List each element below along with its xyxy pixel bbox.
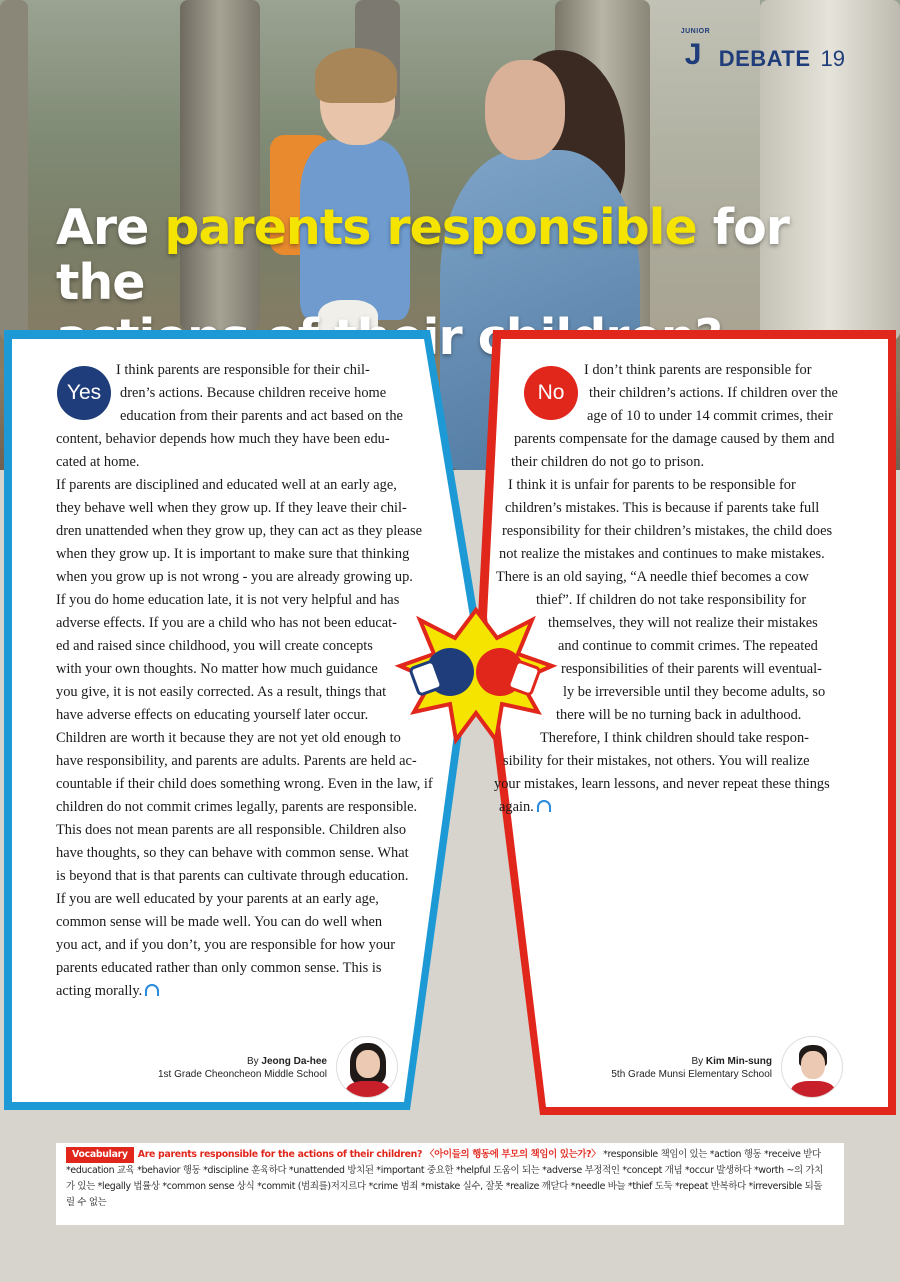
vocabulary-terms-2: *education 교육 *behavior 행동 *discipline 훈육하다 *unattended 방치된 *important 중요한 *helpful 도움이 되는 *adverse 부정적인 *concept 개념 *occur 발생하다 *worth ~의 가치	[66, 1165, 823, 1176]
no-author-name: Kim Min-sung	[705, 1056, 772, 1067]
yes-line: is beyond that is that parents can cultivate through education.	[56, 868, 409, 884]
no-badge: No	[524, 366, 578, 420]
no-last-line	[494, 796, 854, 819]
avatar-shirt	[791, 1081, 835, 1098]
yes-line: children do not commit crimes legally, parents are responsible.	[56, 799, 418, 815]
yes-line: Children are worth it because they are not yet old enough to	[56, 730, 401, 746]
photo-mother-head	[485, 60, 565, 160]
avatar-face	[356, 1050, 380, 1078]
no-line: their children do not go to prison.	[511, 454, 705, 470]
yes-line: when they grow up. It is important to make sure that thinking	[56, 546, 410, 562]
no-line: thief”. If children do not take responsibility for	[536, 592, 807, 608]
no-line: I don’t think parents are responsible for	[584, 362, 812, 378]
yes-line: with your own thoughts. No matter how much guidance	[56, 661, 378, 677]
yes-line: when you grow up is not wrong - you are already growing up.	[56, 569, 413, 585]
yes-author-byline	[150, 1055, 327, 1068]
yes-badge: Yes	[57, 366, 111, 420]
yes-line: If you are well educated by your parents at an early age,	[56, 891, 379, 907]
yes-line: This does not mean parents are all responsible. Children also	[56, 822, 407, 838]
yes-author	[150, 1055, 327, 1081]
vocabulary-terms-4: 릴 수 없는	[66, 1197, 107, 1208]
no-line: their children’s actions. If children over the	[589, 385, 838, 401]
photo-tree	[0, 0, 28, 340]
no-line: sibility for their mistakes, not others. You will realize	[503, 753, 810, 769]
vocabulary-label: Vocabulary	[66, 1147, 134, 1163]
vocabulary-terms-3: 가 있는 *legally 법률상 *common sense 상식 *commit (범죄를)저지르다 *crime 범죄 *mistake 실수, 잘못 *realize 깨닫다 *needle 바늘 *thief 도둑 *repeat 반복하다 *irreversible 되돌	[66, 1181, 823, 1192]
yes-line: ed and raised since childhood, you will create concepts	[56, 638, 373, 654]
yes-line: adverse effects. If you are a child who has not been educat-	[56, 615, 397, 631]
yes-line: I think parents are responsible for their chil-	[116, 362, 370, 378]
yes-line: parents educated rather than only common sense. This is	[56, 960, 382, 976]
yes-line: countable if their child does something wrong. Even in the law, if	[56, 776, 433, 792]
no-author	[580, 1055, 772, 1081]
vocabulary-question: Are parents responsible for the actions of their children? 〈아이들의 행동에 부모의 책임이 있는가?〉	[137, 1149, 601, 1160]
yes-line: have thoughts, so they can behave with common sense. What	[56, 845, 409, 861]
vocab-line	[66, 1147, 834, 1163]
yes-line: dren unattended when they grow up, they can act as they please	[56, 523, 423, 539]
no-line: Therefore, I think children should take respon-	[540, 730, 809, 746]
title-part1: Are	[56, 199, 165, 256]
no-author-school: 5th Grade Munsi Elementary School	[611, 1069, 772, 1080]
title-part2: for the	[56, 199, 789, 311]
no-author-prefix: By	[691, 1056, 706, 1067]
yes-author-school: 1st Grade Cheoncheon Middle School	[158, 1069, 327, 1080]
headphones-icon[interactable]	[145, 984, 159, 996]
logo-letter: J	[684, 38, 702, 71]
vocabulary-box	[56, 1143, 844, 1225]
no-line: responsibilities of their parents will eventual-	[561, 661, 822, 677]
no-line: responsibility for their children’s mistakes, the child does	[502, 523, 833, 539]
yes-line: you act, and if you don’t, you are responsible for how your	[56, 937, 396, 953]
no-argument	[494, 359, 854, 819]
no-line: children’s mistakes. This is because if parents take full	[505, 500, 820, 516]
no-line: not realize the mistakes and continues to make mistakes.	[499, 546, 825, 562]
headphones-icon[interactable]	[537, 800, 551, 812]
yes-line: you give, it is not easily corrected. As a result, things that	[56, 684, 387, 700]
page-number: 19	[820, 46, 845, 71]
no-author-avatar	[781, 1036, 843, 1098]
no-author-byline	[580, 1055, 772, 1068]
yes-line: they behave well when they grow up. If they leave their chil-	[56, 500, 407, 516]
no-line: I think it is unfair for parents to be responsible for	[508, 477, 796, 493]
yes-line: have adverse effects on educating yourself later occur.	[56, 707, 369, 723]
vocabulary-terms-1: *responsible 책임이 있는 *action 행동 *receive 받다	[600, 1149, 821, 1160]
yes-line: content, behavior depends how much they have been edu-	[56, 431, 390, 447]
avatar-face	[801, 1051, 825, 1079]
no-line: there will be no turning back in adulthood.	[556, 707, 802, 723]
no-line: your mistakes, learn lessons, and never repeat these things	[494, 776, 830, 792]
yes-line: education from their parents and act based on the	[120, 408, 403, 424]
no-line: themselves, they will not realize their mistakes	[548, 615, 818, 631]
magazine-logo	[680, 28, 845, 72]
avatar-shirt	[346, 1081, 390, 1098]
yes-author-avatar	[336, 1036, 398, 1098]
section-name: DEBATE	[718, 46, 811, 71]
title-highlight: parents responsible	[164, 199, 697, 256]
yes-author-prefix: By	[246, 1056, 262, 1067]
no-line: ly be irreversible until they become adults, so	[563, 684, 826, 700]
no-line: and continue to commit crimes. The repeated	[558, 638, 818, 654]
yes-line: If parents are disciplined and educated well at an early age,	[56, 477, 397, 493]
no-line: age of 10 to under 14 commit crimes, their	[587, 408, 833, 424]
yes-line: If you do home education late, it is not very helpful and has	[56, 592, 400, 608]
no-line: again.	[499, 799, 534, 815]
yes-author-name: Jeong Da-hee	[261, 1056, 327, 1067]
no-line: parents compensate for the damage caused by them and	[514, 431, 835, 447]
yes-argument	[56, 359, 456, 1003]
yes-line: dren’s actions. Because children receive home	[120, 385, 387, 401]
yes-line: have responsibility, and parents are adults. Parents are held ac-	[56, 753, 417, 769]
logo-junior-text: JUNIOR	[680, 28, 711, 35]
yes-last-line	[56, 980, 456, 1003]
yes-line: acting morally.	[56, 983, 143, 999]
yes-line: cated at home.	[56, 454, 140, 470]
yes-line: common sense will be made well. You can do well when	[56, 914, 383, 930]
logo-j-icon	[680, 28, 713, 72]
photo-child-hair	[315, 48, 397, 103]
no-line: There is an old saying, “A needle thief becomes a cow	[496, 569, 809, 585]
